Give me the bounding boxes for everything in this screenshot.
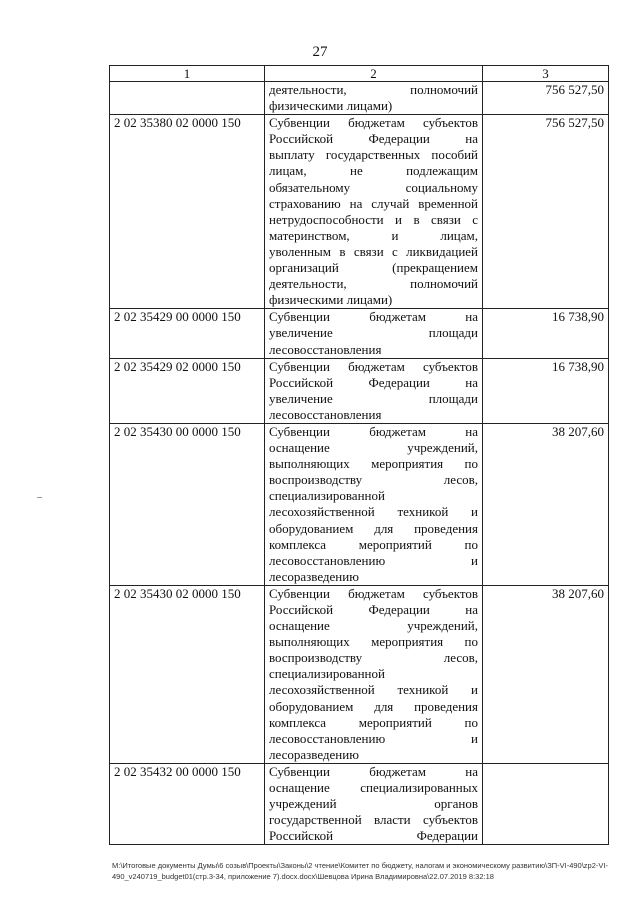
description-line: лесовосстановления (269, 341, 382, 357)
description-line: увеличение площади (269, 390, 478, 406)
table-row (110, 585, 609, 763)
description-line: специализированной (269, 488, 385, 504)
description-cell (265, 115, 483, 309)
footer-file-path (112, 860, 612, 882)
budget-code-cell: 2 02 35429 02 0000 150 (110, 358, 265, 423)
description-line: лесовосстановлению и (269, 730, 478, 746)
description-line: оснащение учреждений, (269, 440, 478, 456)
description-cell (265, 309, 483, 358)
description-line: Субвенции бюджетам на (269, 423, 478, 439)
description-line: лесоразведению (269, 568, 359, 584)
description-line: лесоразведению (269, 746, 359, 762)
description-line: Российской Федерации на (269, 374, 478, 390)
table-row (110, 309, 609, 358)
description-line: Российской Федерации (269, 828, 478, 844)
description-line: государственной власти субъектов (269, 812, 478, 828)
budget-code-cell: 2 02 35430 00 0000 150 (110, 423, 265, 585)
description-line: уволенным в связи с ликвидацией (269, 243, 478, 259)
description-line: организаций (прекращением (269, 260, 478, 276)
description-line: лесовосстановления (269, 406, 382, 422)
description-line: выплату государственных пособий (269, 147, 478, 163)
amount-cell (483, 763, 609, 844)
amount-cell: 38 207,60 (483, 423, 609, 585)
amount-cell: 16 738,90 (483, 358, 609, 423)
description-cell (265, 763, 483, 844)
description-line: деятельности, полномочий (269, 276, 478, 292)
description-line: комплекса мероприятий по (269, 714, 478, 730)
amount-cell: 16 738,90 (483, 309, 609, 358)
description-line: оснащение учреждений, (269, 618, 478, 634)
description-line: Российской Федерации на (269, 131, 478, 147)
description-line: материнством, и лицам, (269, 227, 478, 243)
description-cell (265, 82, 483, 115)
page-number: 27 (312, 44, 328, 60)
description-line: лесовосстановлению и (269, 552, 478, 568)
description-line: выполняющих мероприятия по (269, 634, 478, 650)
description-cell (265, 585, 483, 763)
table-row (110, 82, 609, 115)
description-line: Субвенции бюджетам субъектов (269, 585, 478, 601)
description-line: физическими лицами) (269, 292, 393, 308)
margin-mark (37, 497, 42, 498)
budget-code-cell (110, 82, 265, 115)
description-line: Субвенции бюджетам субъектов (269, 115, 478, 131)
description-line: деятельности, полномочий (269, 82, 478, 97)
description-line: лицам, не подлежащим (269, 163, 478, 179)
budget-code-cell: 2 02 35429 00 0000 150 (110, 309, 265, 358)
description-line: увеличение площади (269, 325, 478, 341)
description-line: лесохозяйственной техникой и (269, 682, 478, 698)
column-header-name: 2 (265, 66, 483, 82)
budget-table (109, 65, 609, 845)
amount-cell: 756 527,50 (483, 115, 609, 309)
description-line: специализированной (269, 666, 385, 682)
column-header-amount: 3 (483, 66, 609, 82)
description-line: Субвенции бюджетам субъектов (269, 358, 478, 374)
description-line: Субвенции бюджетам на (269, 763, 478, 779)
description-line: учреждений органов (269, 796, 478, 812)
table-header-row (110, 66, 609, 82)
budget-code-cell: 2 02 35432 00 0000 150 (110, 763, 265, 844)
description-line: страхованию на случай временной (269, 195, 478, 211)
description-line: комплекса мероприятий по (269, 536, 478, 552)
description-line: воспроизводству лесов, (269, 472, 478, 488)
description-line: лесохозяйственной техникой и (269, 504, 478, 520)
description-line: обязательному социальному (269, 179, 478, 195)
table-row (110, 115, 609, 309)
column-header-code: 1 (110, 66, 265, 82)
description-line: Субвенции бюджетам на (269, 309, 478, 325)
description-line: физическими лицами) (269, 98, 393, 114)
description-line: оборудованием для проведения (269, 698, 478, 714)
budget-code-cell: 2 02 35430 02 0000 150 (110, 585, 265, 763)
budget-code-cell: 2 02 35380 02 0000 150 (110, 115, 265, 309)
description-cell (265, 423, 483, 585)
description-cell (265, 358, 483, 423)
table-body (110, 82, 609, 845)
footer-line-1: M:\Итоговые документы Думы\6 созыв\Проекты\Законы\2 чтение\Комитет по бюджету, налогам и экономическому развитию\ЗП-VI-490\zp2-VI- (112, 861, 608, 870)
footer-line-2: 490_v240719_budget01(стр.3-34, приложение 7).docx.docx\Шевцова Ирина Владимировна\22.07.2019 8:32:18 (112, 872, 494, 881)
amount-cell: 38 207,60 (483, 585, 609, 763)
description-line: выполняющих мероприятия по (269, 456, 478, 472)
description-line: оборудованием для проведения (269, 520, 478, 536)
description-line: воспроизводству лесов, (269, 650, 478, 666)
description-line: Российской Федерации на (269, 602, 478, 617)
table-row (110, 763, 609, 844)
description-line: оснащение специализированных (269, 780, 478, 796)
description-line: нетрудоспособности и в связи с (269, 211, 478, 227)
table-row (110, 358, 609, 423)
amount-cell: 756 527,50 (483, 82, 609, 115)
table-row (110, 423, 609, 585)
